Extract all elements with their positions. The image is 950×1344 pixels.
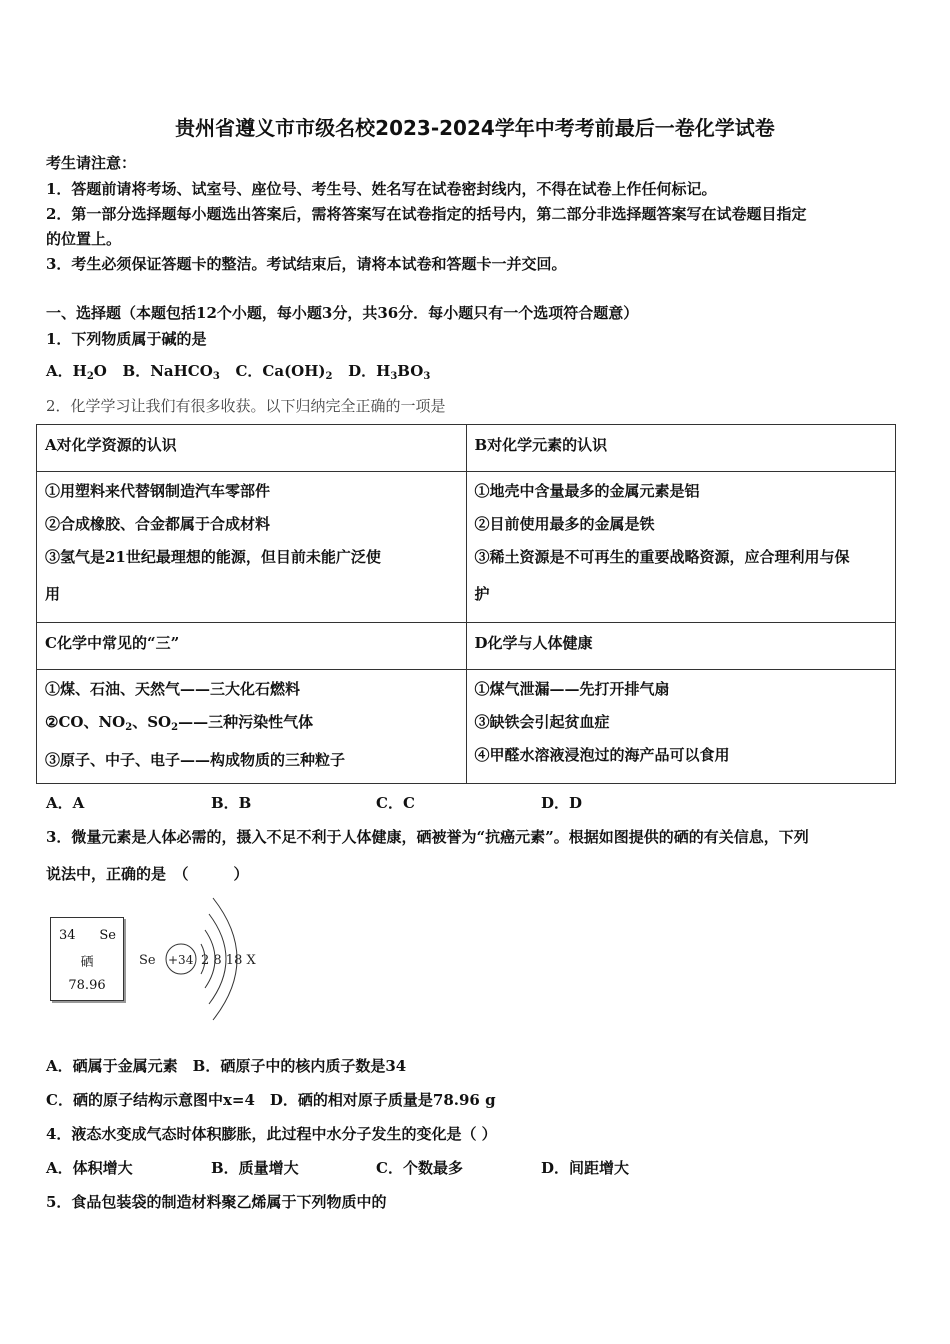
- atomic-mass: 78.96: [68, 978, 106, 993]
- q3-options-row-1: A．硒属于金属元素 B．硒原子中的核内质子数是34: [46, 1057, 407, 1075]
- q4-option-b: B．质量增大: [211, 1159, 299, 1177]
- q2-option-a: A．A: [46, 794, 85, 812]
- q2-cell-c-body: [37, 670, 467, 784]
- notice-item-1: 1．答题前请将考场、试室号、座位号、考生号、姓名写在试卷密封线内，不得在试卷上作任何标记。: [46, 180, 717, 198]
- q2-a-item-3-cont: 用: [45, 585, 61, 603]
- q2-cell-b-body: [466, 472, 896, 623]
- q1-option-a: A．$H_2O$: [46, 362, 107, 382]
- q4-options: [46, 1157, 629, 1178]
- shell-electrons: 2 8 18 X: [201, 953, 256, 968]
- q2-option-d: D．D: [541, 794, 583, 812]
- element-name: 硒: [80, 955, 94, 970]
- q2-b-item-3-cont: 护: [474, 585, 490, 603]
- notice-heading: 考生请注意：: [46, 154, 137, 172]
- q1-stem: 1．下列物质属于碱的是: [46, 330, 207, 348]
- q2-c-item-2: ②CO、$NO_2$、$SO_2——$三种污染性气体: [45, 713, 314, 733]
- notice-item-2: 2．第一部分选择题每小题选出答案后，需将答案写在试卷指定的括号内，第二部分非选择题答案写在试卷题目指定: [46, 205, 807, 223]
- q2-c-item-3: ③原子、中子、电子——构成物质的三种粒子: [45, 751, 346, 769]
- q2-d-item-3: ④甲醛水溶液浸泡过的海产品可以食用: [474, 746, 730, 764]
- q2-options: [46, 792, 582, 813]
- exam-title: 贵州省遵义市市级名校2023-2024学年中考考前最后一卷化学试卷: [175, 116, 775, 140]
- q2-cell-a-head: A对化学资源的认识: [37, 425, 467, 472]
- notice-item-2-cont: 的位置上。: [46, 230, 122, 248]
- q1-option-c: C．$Ca(OH)_2$: [235, 362, 333, 382]
- q4-option-c: C．个数最多: [376, 1159, 463, 1177]
- q2-d-item-1: ①煤气泄漏——先打开排气扇: [474, 680, 670, 698]
- q3-stem-1: 3．微量元素是人体必需的，摄入不足不利于人体健康，硒被誉为“抗癌元素”。根据如图提供的硒的有关信息，下列: [46, 828, 809, 846]
- q4-option-d: D．间距增大: [541, 1159, 630, 1177]
- q1-options: [46, 360, 430, 382]
- element-symbol: Se: [99, 928, 116, 943]
- q1-option-b: B．NaHCO$_3$: [122, 362, 220, 382]
- q2-a-item-2: ②合成橡胶、合金都属于合成材料: [45, 515, 271, 533]
- section-heading: 一、选择题（本题包括12个小题，每小题3分，共36分．每小题只有一个选项符合题意）: [46, 304, 639, 322]
- q2-cell-c-head: C化学中常见的“三”: [37, 623, 467, 670]
- q2-b-item-2: ②目前使用最多的金属是铁: [474, 515, 655, 533]
- q3-stem-2: 说法中，正确的是 （ ）: [46, 865, 249, 883]
- q2-c-item-1: ①煤、石油、天然气——三大化石燃料: [45, 680, 301, 698]
- q3-options-row-2: C．硒的原子结构示意图中x=4 D．硒的相对原子质量是78.96 g: [46, 1091, 496, 1109]
- q2-option-b: B．B: [211, 794, 252, 812]
- q2-cell-a-body: [37, 472, 467, 623]
- q2-b-item-3: ③稀土资源是不可再生的重要战略资源，应合理利用与保: [474, 548, 850, 566]
- q4-option-a: A．体积增大: [46, 1159, 133, 1177]
- q4-stem: 4．液态水变成气态时体积膨胀，此过程中水分子发生的变化是（ ）: [46, 1125, 497, 1143]
- q2-cell-d-body: [466, 670, 896, 784]
- q1-option-d: D．$H_3BO_3$: [348, 362, 431, 382]
- q2-d-item-2: ③缺铁会引起贫血症: [474, 713, 610, 731]
- q5-stem: 5．食品包装袋的制造材料聚乙烯属于下列物质中的: [46, 1193, 387, 1211]
- q2-a-item-1: ①用塑料来代替钢制造汽车零部件: [45, 482, 271, 500]
- notice-item-3: 3．考生必须保证答题卡的整洁。考试结束后，请将本试卷和答题卡一并交回。: [46, 255, 567, 273]
- selenium-element-card: [50, 917, 124, 1001]
- selenium-atom-diagram: [133, 892, 273, 1022]
- atomic-number: 34: [59, 928, 76, 943]
- q2-cell-b-head: B对化学元素的认识: [466, 425, 896, 472]
- q2-cell-d-head: D化学与人体健康: [466, 623, 896, 670]
- q2-a-item-3: ③氢气是21世纪最理想的能源，但目前未能广泛使: [45, 548, 381, 566]
- q2-stem: 2．化学学习让我们有很多收获。以下归纳完全正确的一项是: [46, 397, 446, 415]
- q2-table: [36, 424, 896, 784]
- q2-option-c: C．C: [376, 794, 415, 812]
- q2-b-item-1: ①地壳中含量最多的金属元素是铝: [474, 482, 700, 500]
- atom-symbol: Se: [139, 953, 156, 968]
- nucleus-charge: +34: [168, 953, 194, 967]
